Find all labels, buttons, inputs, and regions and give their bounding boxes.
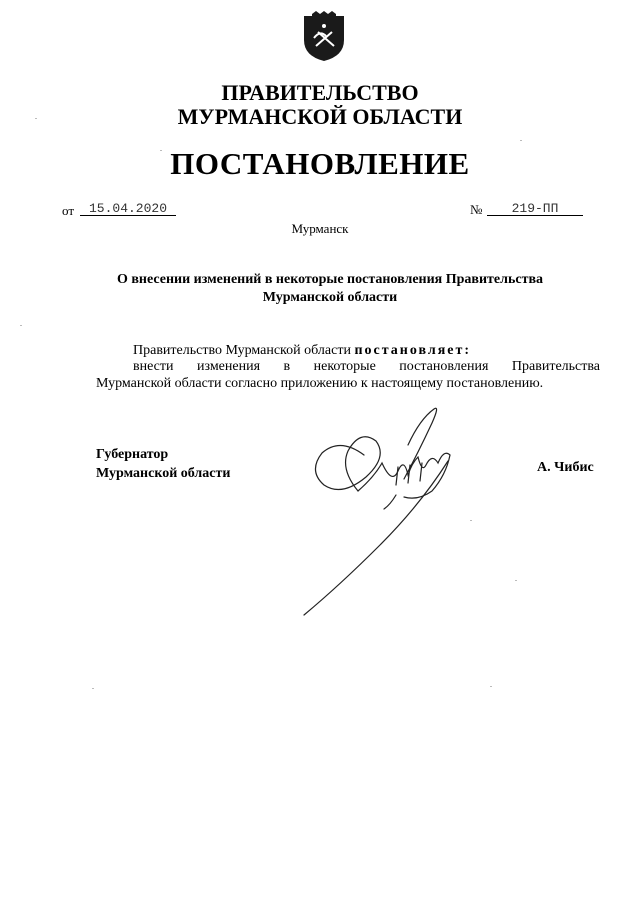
body-line-3: Мурманской области согласно приложению к настоящему постановлению. (96, 376, 544, 391)
handwritten-signature (300, 405, 500, 620)
subject-line1: О внесении изменений в некоторые постановления Правительства (116, 272, 544, 287)
number-field (487, 199, 583, 216)
city: Мурманск (291, 221, 349, 236)
number-value: 219-ПП (511, 201, 559, 216)
scan-speck (160, 150, 162, 151)
coat-of-arms-emblem (302, 10, 346, 62)
body-resolves: постановляет: (354, 343, 472, 358)
document-type-title: ПОСТАНОВЛЕНИЕ (170, 146, 470, 181)
scan-speck (490, 686, 492, 687)
scan-speck (470, 520, 472, 521)
date-prefix: от (62, 203, 75, 218)
body-line-2: внести изменения в некоторые постановления Правительства (133, 359, 600, 374)
number-prefix: № (470, 202, 483, 217)
date-field (80, 199, 176, 216)
signatory-title-line1: Губернатор (96, 447, 169, 462)
subject-line2: Мурманской области (262, 290, 398, 305)
org-name-line2: МУРМАНСКОЙ ОБЛАСТИ (177, 104, 463, 129)
org-name-line1: ПРАВИТЕЛЬСТВО (221, 80, 419, 105)
body-intro: Правительство Мурманской области (133, 343, 351, 358)
scan-speck (92, 688, 94, 689)
scan-speck (35, 118, 37, 119)
date-value: 15.04.2020 (88, 201, 167, 216)
scan-speck (20, 325, 22, 326)
signatory-title-line2: Мурманской области (96, 466, 231, 481)
scan-speck (520, 140, 522, 141)
signatory-name: А. Чибис (537, 460, 594, 475)
signatory-title (96, 445, 230, 483)
scan-speck (515, 580, 517, 581)
